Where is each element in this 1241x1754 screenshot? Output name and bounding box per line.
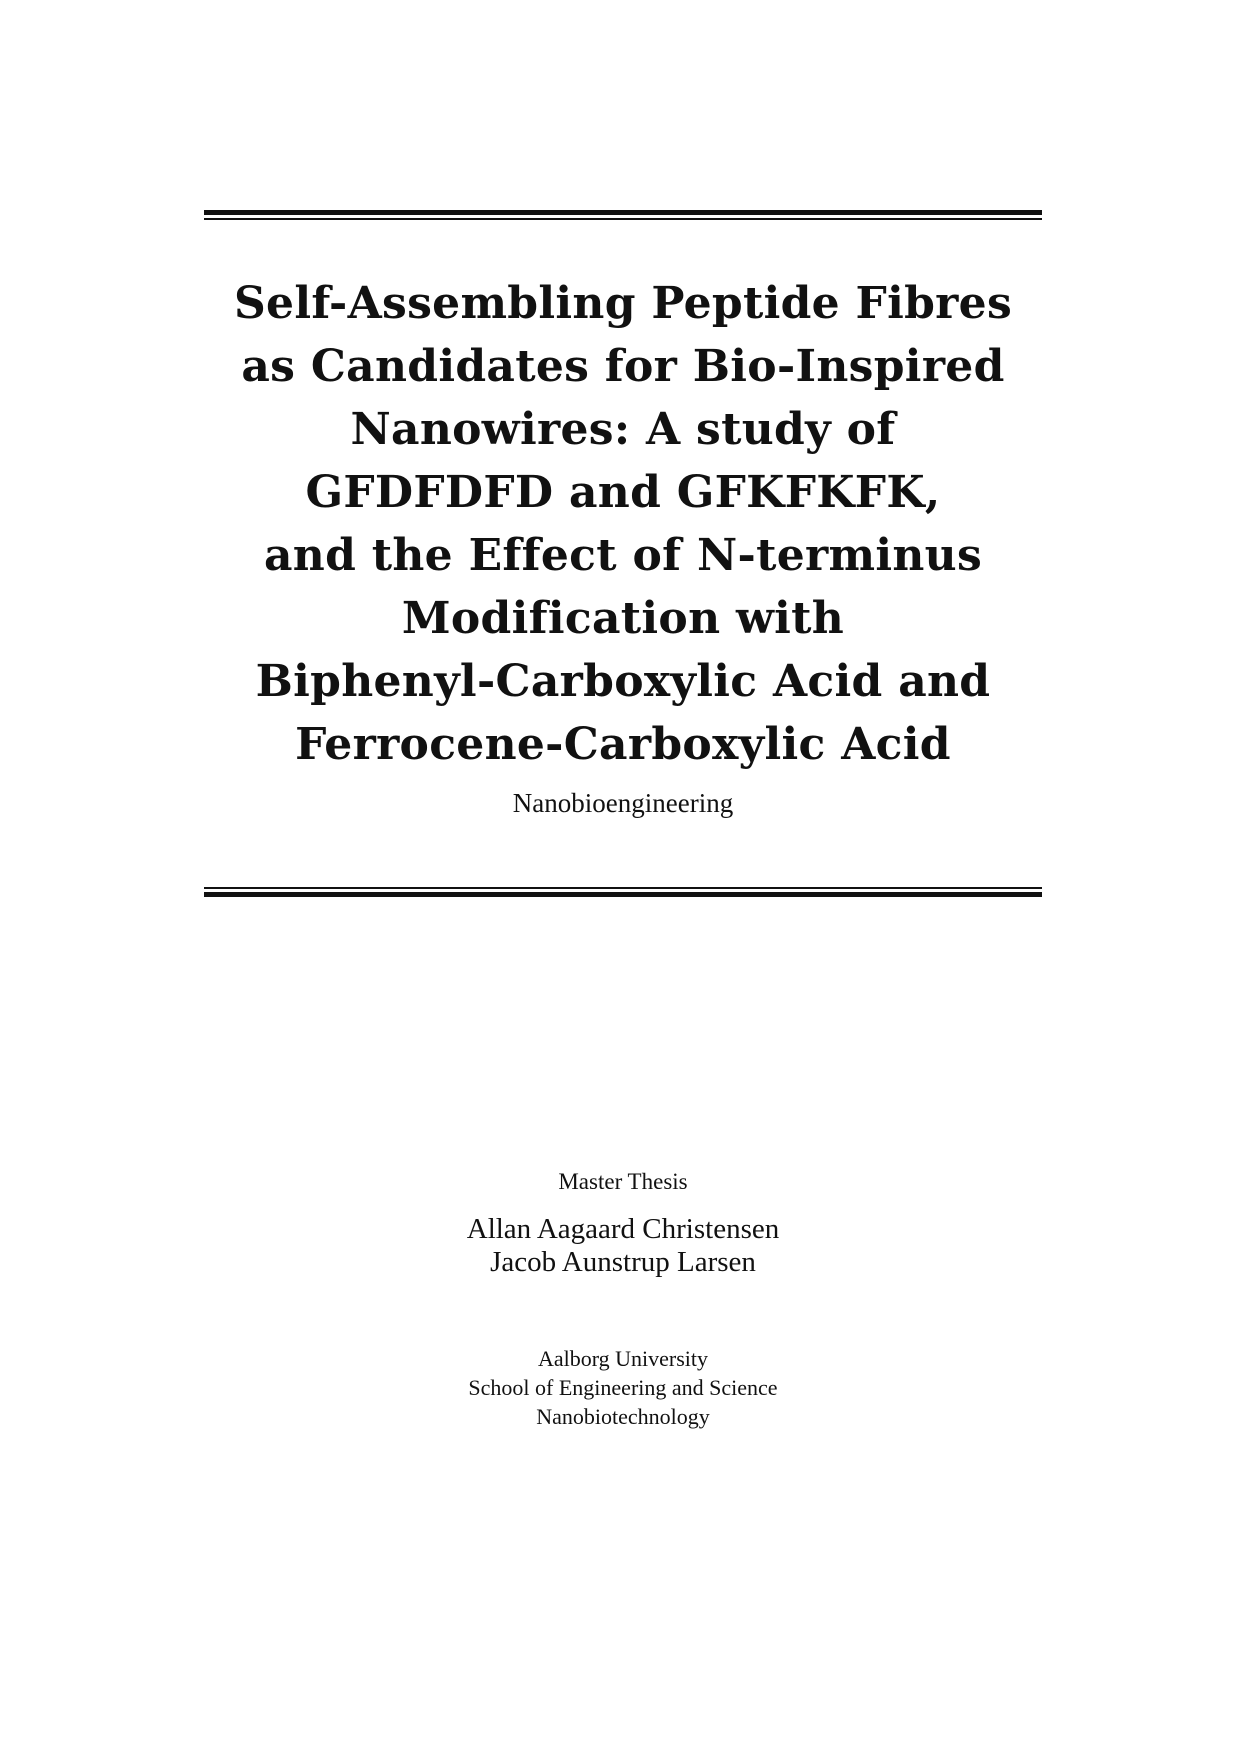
title-line: Nanowires: A study of: [350, 404, 896, 455]
authors: [204, 1213, 1042, 1279]
thesis-title: [204, 272, 1042, 776]
title-block: [204, 272, 1042, 820]
title-line: and the Effect of N-terminus: [263, 530, 983, 581]
affiliation: [204, 1344, 1042, 1431]
title-line: as Candidates for Bio-Inspired: [241, 341, 1005, 392]
subtitle: Nanobioengineering: [512, 788, 734, 818]
bottom-thick-rule: [204, 892, 1042, 897]
title-line: GFDFDFD and GFKFKFK,: [305, 467, 941, 518]
thesis-type: Master Thesis: [558, 1169, 688, 1194]
title-line: Modification with: [401, 593, 845, 644]
top-thin-rule: [204, 218, 1042, 220]
programme-name: Nanobiotechnology: [536, 1404, 710, 1429]
author-name: Allan Aagaard Christensen: [466, 1213, 780, 1245]
title-line: Self-Assembling Peptide Fibres: [233, 278, 1013, 329]
top-double-rule: [204, 210, 1042, 220]
author-name: Jacob Aunstrup Larsen: [490, 1246, 756, 1278]
university-name: Aalborg University: [537, 1346, 709, 1371]
title-line: Biphenyl-Carboxylic Acid and: [255, 656, 991, 707]
title-line: Ferrocene-Carboxylic Acid: [295, 719, 951, 770]
bottom-double-rule: [204, 887, 1042, 897]
school-name: School of Engineering and Science: [468, 1375, 778, 1400]
